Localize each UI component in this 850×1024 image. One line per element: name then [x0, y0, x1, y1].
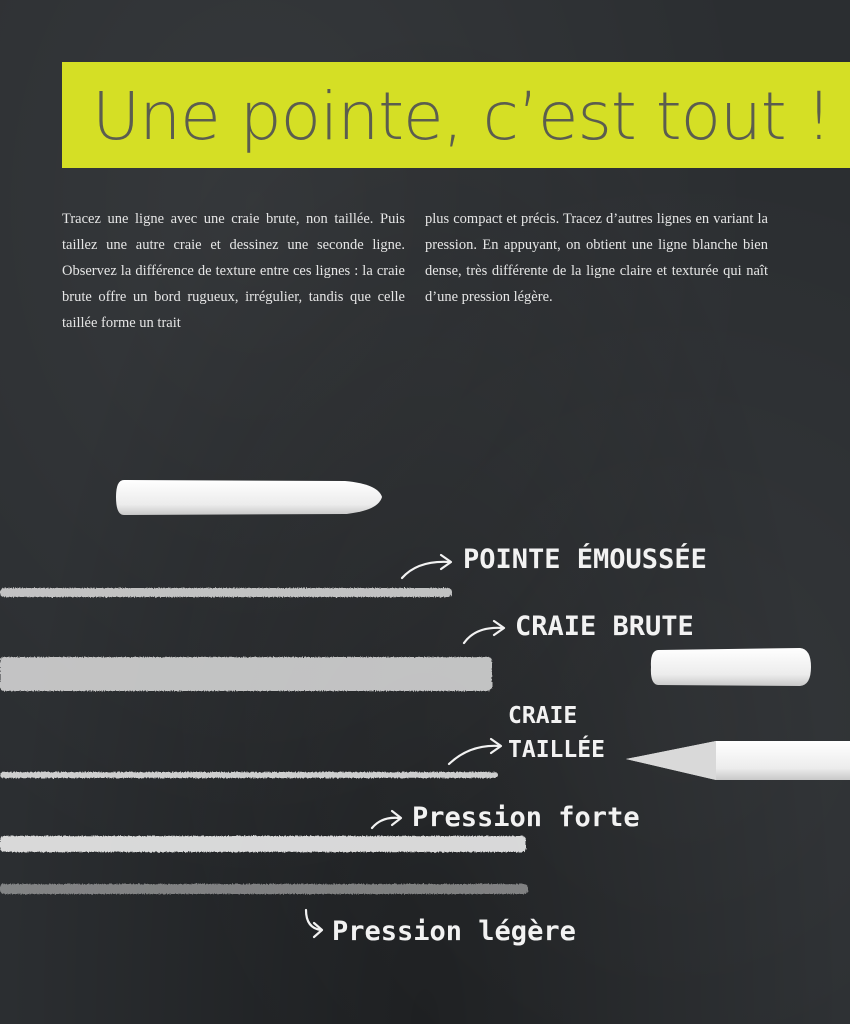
- label-pointe-emoussee: POINTE ÉMOUSSÉE: [463, 544, 707, 575]
- label-craie-taillee-line2: TAILLÉE: [508, 737, 605, 763]
- stroke-craie-taillee: [0, 772, 498, 778]
- stroke-craie-brute: [0, 657, 492, 691]
- label-pression-forte: Pression forte: [412, 802, 640, 833]
- arrow-craie-taillee-icon: [449, 739, 501, 764]
- stroke-pression-legere: [0, 884, 528, 894]
- arrow-pression-forte-icon: [372, 811, 401, 828]
- label-craie-taillee-line1: CRAIE: [508, 703, 578, 729]
- arrow-pression-legere-icon: [306, 910, 322, 937]
- label-pression-legere: Pression légère: [332, 916, 576, 947]
- sharpened-chalk-stick: [626, 741, 850, 780]
- arrow-craie-brute-icon: [464, 621, 504, 643]
- stroke-pointe-emoussee: [0, 588, 452, 597]
- intro-column-1: Tracez une ligne avec une craie brute, non taillée. Puis taillez une autre craie et dessinez une seconde ligne. Observez la différence de texture entre ces lignes : la craie brute offre un bord rugueux, irrégulier, tandis que celle taillée forme un trait: [62, 211, 405, 331]
- intro-column-2: plus compact et précis. Tracez d’autres lignes en variant la pression. En appuyant, on obtient une ligne blanche bien dense, très différente de la ligne claire et texturée qui naît d’une pression légère.: [425, 211, 768, 305]
- page-title: Une pointe, c’est tout !: [92, 78, 832, 155]
- raw-chalk-stick: [651, 648, 811, 686]
- arrow-pointe-emoussee-icon: [402, 555, 451, 578]
- label-craie-brute: CRAIE BRUTE: [515, 611, 694, 642]
- blunt-chalk-stick: [116, 480, 382, 515]
- stroke-pression-forte: [0, 836, 526, 852]
